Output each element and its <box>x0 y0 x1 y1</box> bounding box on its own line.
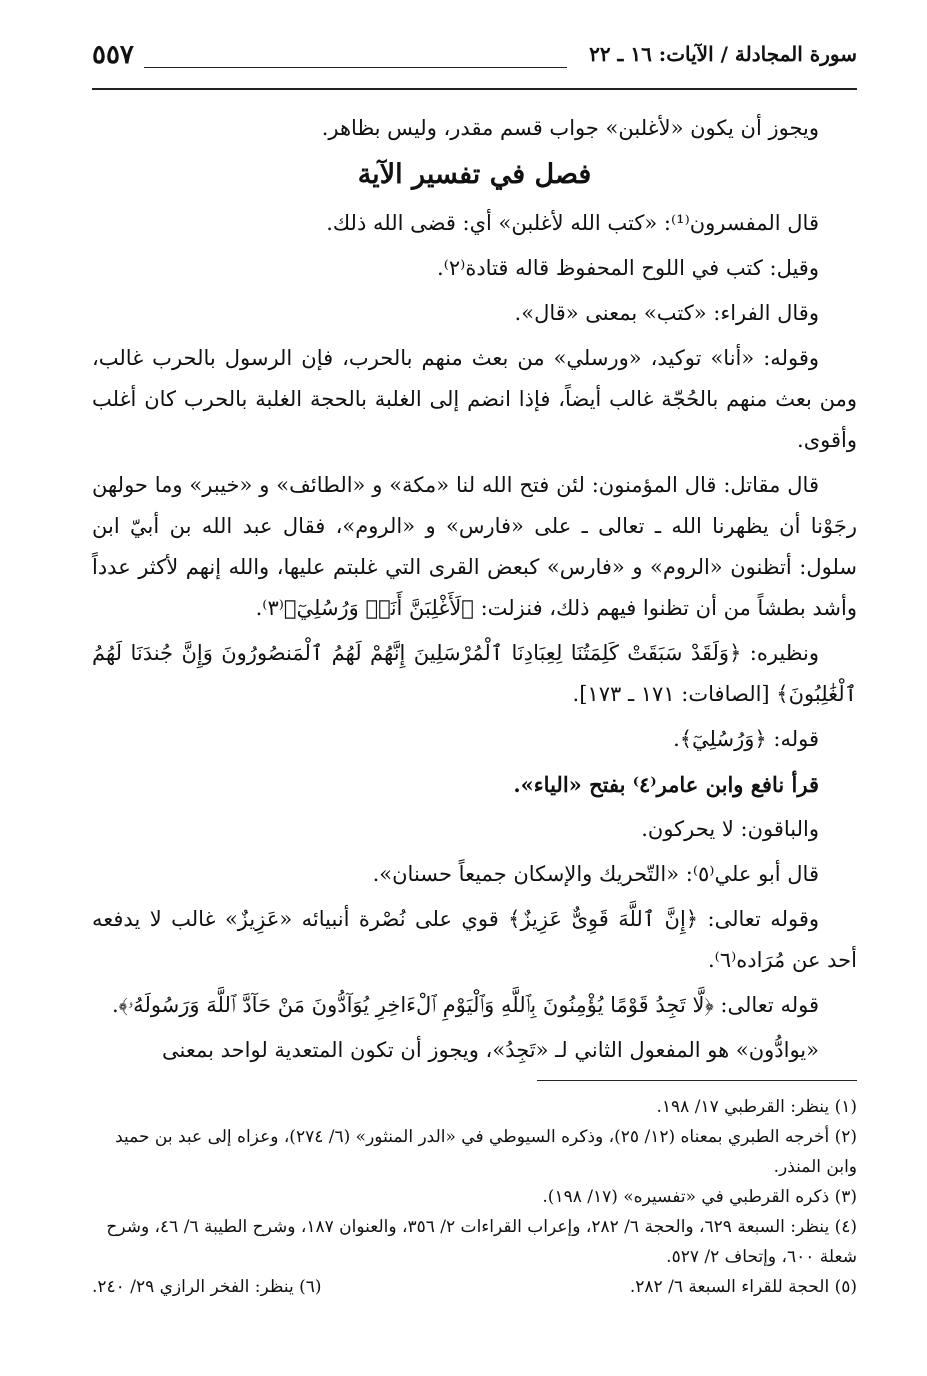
paragraph-9: قرأ نافع وابن عامر⁽٤⁾ بفتح «الياء». <box>513 772 819 797</box>
page-header <box>92 38 857 90</box>
paragraph-10: والباقون: لا يحركون. <box>641 817 819 841</box>
paragraph-8: قوله: ﴿وَرُسُلِيٓ﴾. <box>673 727 819 751</box>
paragraph-13: قوله تعالى: ﴿لَّا تَجِدُ قَوْمًا يُؤْمِنُونَ بِٱللَّهِ وَٱلْيَوْمِ ٱلْءَاخِرِ يُوَآدُّونَ مَنْ حَآدَّ ٱللَّهَ وَرَسُولَهُۥ﴾. <box>111 993 819 1017</box>
footnote-4: (٤) ينظر: السبعة ٦٢٩، والحجة ٦/ ٢٨٢، وإعراب القراءات ٢/ ٣٥٦، والعنوان ١٨٧، وشرح الطيبة ٦/ ٤٦، وشرح شعلة ٦٠٠، وإتحاف ٢/ ٥٢٧. <box>106 1217 857 1267</box>
paragraph-1: ويجوز أن يكون «لأغلبن» جواب قسم مقدر، وليس بظاهر. <box>321 116 819 140</box>
paragraph-11: قال أبو علي⁽٥⁾: «التّحريك والإسكان جميعاً حسنان». <box>372 862 819 886</box>
paragraph-2: قال المفسرون⁽¹⁾: «كتب الله لأغلبن» أي: قضى الله ذلك. <box>326 211 819 235</box>
footnote-1: (١) ينظر: القرطبي ١٧/ ١٩٨. <box>656 1097 857 1117</box>
paragraph-14: «يوادُّون» هو المفعول الثاني لـ «تَجِدُ»، ويجوز أن تكون المتعدية لواحد بمعنى <box>162 1038 819 1062</box>
footnote-5: (٥) الحجة للقراء السبعة ٦/ ٢٨٢. <box>629 1277 857 1297</box>
footnote-2: (٢) أخرجه الطبري بمعناه (١٢/ ٢٥)، وذكره السيوطي في «الدر المنثور» (٦/ ٢٧٤)، وعزاه إلى عبد بن حميد وابن المنذر. <box>115 1127 857 1177</box>
footnote-divider <box>537 1080 857 1081</box>
paragraph-12: وقوله تعالى: ﴿إِنَّ ٱللَّهَ قَوِىٌّ عَزِيزٌ﴾ قوي على نُصْرة أنبيائه «عَزِيزٌ» غالب لا يدفعه أحد عن مُرَاده⁽٦⁾. <box>92 907 857 972</box>
paragraph-6: قال مقاتل: قال المؤمنون: لئن فتح الله لنا «مكة» و «الطائف» و «خيبر» وما حولهن رجَوْنا أن يظهرنا الله ـ تعالى ـ على «فارس» و «الروم»، فقال عبد الله بن أبيّ ابن سلول: أتظنون «الروم» و «فارس» كبعض القرى التي غلبتم عليها، والله إنهم لأكثر عدداً وأشد بطشاً من أن تظنوا فيهم ذلك، فنزلت: ﴿لَأَغْلِبَنَّ أَنَا۠ وَرُسُلِيٓ﴾⁽٣⁾. <box>92 473 857 620</box>
paragraph-3: وقيل: كتب في اللوح المحفوظ قاله قتادة⁽٢⁾. <box>437 256 819 280</box>
running-title: سورة المجادلة / الآيات: ١٦ ـ ٢٢ <box>589 42 857 66</box>
footnote-row-5-6 <box>92 1272 857 1302</box>
paragraph-7: ونظيره: ﴿وَلَقَدْ سَبَقَتْ كَلِمَتُنَا لِعِبَادِنَا ٱلْمُرْسَلِينَ إِنَّهُمْ لَهُمُ ٱلْمَنصُورُونَ وَإِنَّ جُندَنَا لَهُمُ ٱلْغَٰلِبُونَ﴾ [الصافات: ١٧١ ـ ١٧٣]. <box>92 641 857 706</box>
page-number: ٥٥٧ <box>92 40 134 70</box>
main-text <box>92 108 857 1075</box>
footnotes <box>92 1092 857 1302</box>
paragraph-4: وقال الفراء: «كتب» بمعنى «قال». <box>514 301 819 325</box>
footnote-3: (٣) ذكره القرطبي في «تفسيره» (١٧/ ١٩٨). <box>542 1187 857 1207</box>
paragraph-5: وقوله: «أنا» توكيد، «ورسلي» من بعث منهم بالحرب، فإن الرسول بالحرب غالب، ومن بعث منهم بالحُجّة غالب أيضاً، فإذا انضم إلى الغلبة بالحجة الغلبة بالحرب كان أغلب وأقوى. <box>92 346 857 452</box>
header-divider <box>144 67 567 68</box>
footnote-6: (٦) ينظر: الفخر الرازي ٢٩/ ٢٤٠. <box>92 1277 322 1297</box>
section-title: فصل في تفسير الآية <box>357 159 592 190</box>
